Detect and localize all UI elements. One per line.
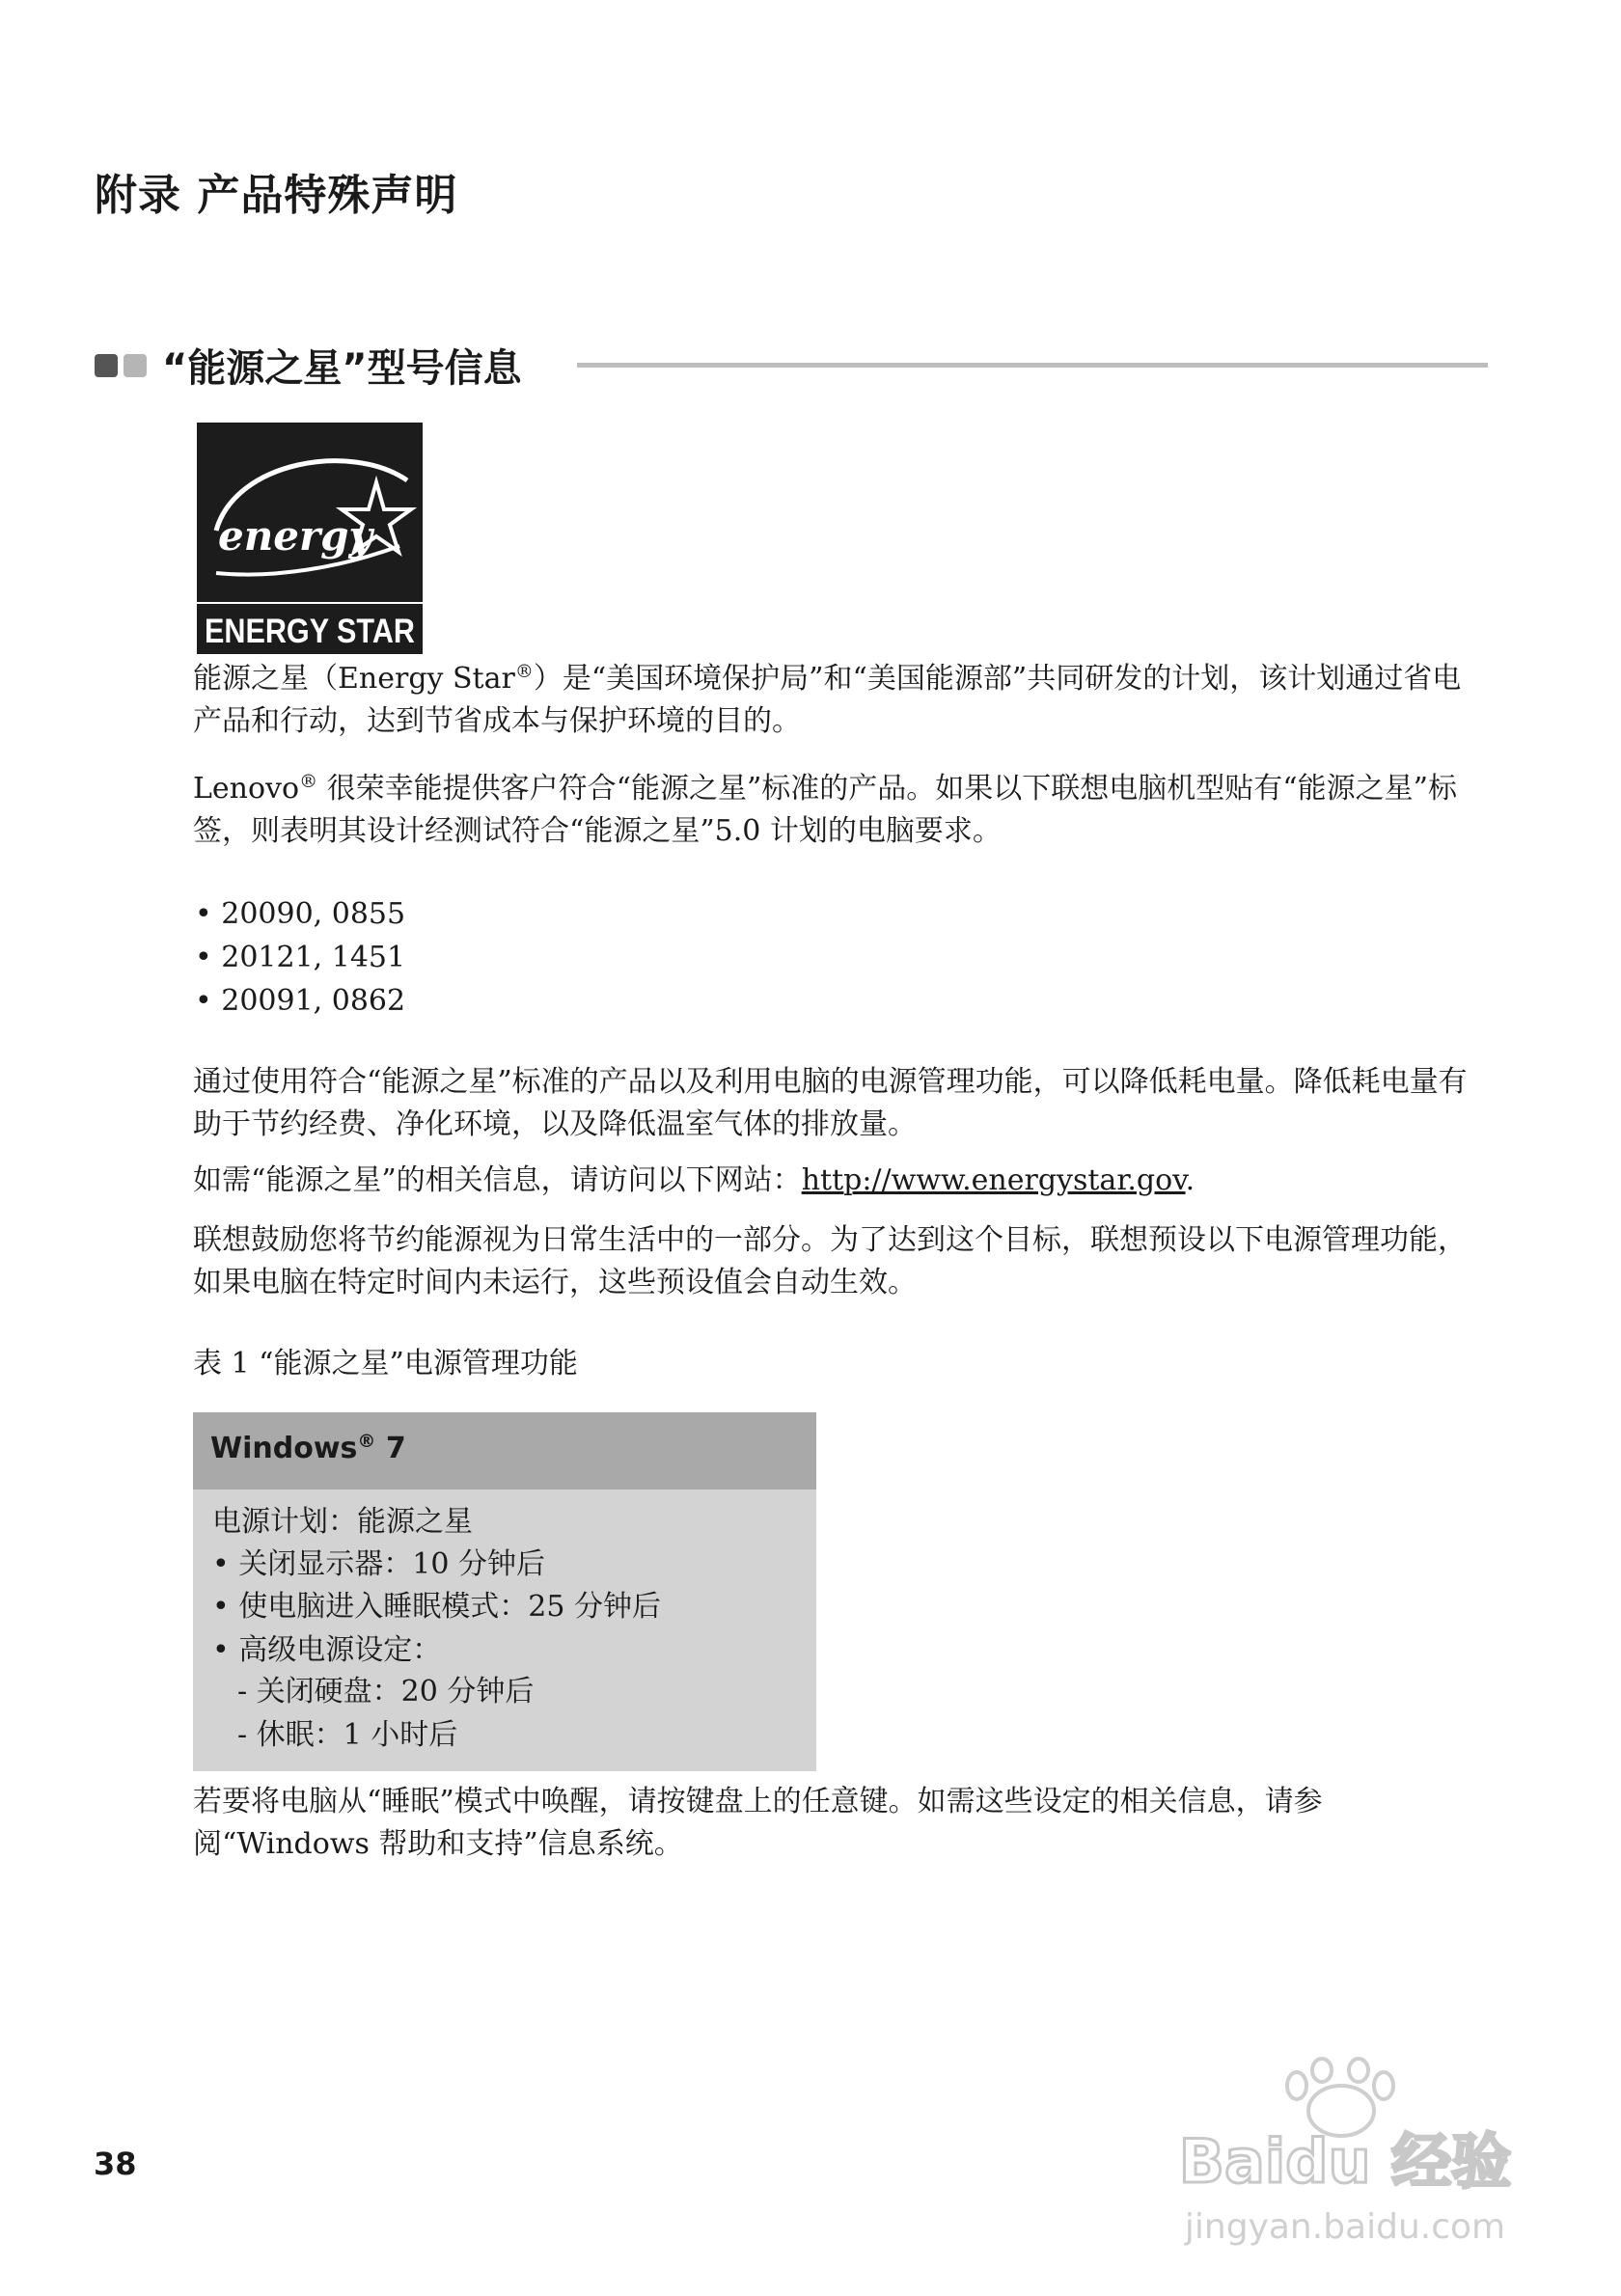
paragraph-more-info: 如需“能源之星”的相关信息，请访问以下网站：http://www.energystar.gov. [193, 1163, 1195, 1197]
energy-star-logo [197, 423, 423, 654]
table-header-title: Windows® 7 [210, 1431, 406, 1465]
watermark-url: jingyan.baidu.com [1184, 2207, 1506, 2247]
paragraph-lenovo-models: Lenovo® 很荣幸能提供客户符合“能源之星”标准的产品。如果以下联想电脑机型贴有“能源之星”标签，则表明其设计经测试符合“能源之星”5.0 计划的电脑要求。 [193, 771, 1457, 848]
paragraph-power-saving: 通过使用符合“能源之星”标准的产品以及利用电脑的电源管理功能，可以降低耗电量。降低耗电量有助于节约经费、净化环境，以及降低温室气体的排放量。 [193, 1065, 1468, 1141]
paragraph-preset-settings: 联想鼓励您将节约能源视为日常生活中的一部分。为了达到这个目标，联想预设以下电源管理功能，如果电脑在特定时间内未运行，这些预设值会自动生效。 [193, 1223, 1467, 1299]
section-title: “能源之星”型号信息 [162, 346, 522, 391]
model-list-item: • 20121, 1451 [195, 941, 406, 974]
section-bullet-light [124, 354, 147, 377]
table-row: - 关闭硬盘：20 分钟后 [237, 1675, 535, 1708]
energystar-link[interactable]: http://www.energystar.gov [801, 1163, 1186, 1197]
paragraph-energy-star-intro: 能源之星（Energy Star®）是“美国环境保护局”和“美国能源部”共同研发的计划，该计划通过省电产品和行动，达到节省成本与保护环境的目的。 [193, 661, 1462, 738]
chapter-title: 附录 产品特殊声明 [95, 171, 458, 220]
table-row: - 休眠：1 小时后 [237, 1718, 458, 1752]
logo-label: ENERGY STAR [205, 613, 415, 650]
table-row: • 关闭显示器：10 分钟后 [212, 1547, 545, 1581]
section-divider [577, 363, 1488, 368]
section-header [95, 338, 1488, 396]
power-management-table [193, 1412, 816, 1771]
model-list-item: • 20091, 0862 [195, 984, 406, 1018]
table-row: 电源计划：能源之星 [212, 1505, 473, 1539]
model-list-item: • 20090, 0855 [195, 897, 406, 931]
table-header [193, 1412, 816, 1490]
page-number: 38 [94, 2146, 137, 2182]
table-caption: 表 1 “能源之星”电源管理功能 [193, 1347, 578, 1380]
table-row: • 高级电源设定： [212, 1633, 442, 1667]
logo-script-text: energy [218, 512, 372, 560]
table-row: • 使电脑进入睡眠模式：25 分钟后 [212, 1590, 661, 1624]
paragraph-wake-up: 若要将电脑从“睡眠”模式中唤醒，请按键盘上的任意键。如需这些设定的相关信息，请参阅“Windows 帮助和支持”信息系统。 [193, 1785, 1323, 1861]
baidu-jingyan-watermark [1152, 2057, 1538, 2255]
section-bullet-dark [95, 354, 118, 377]
watermark-brand: Baidu 经验 [1178, 2126, 1512, 2197]
